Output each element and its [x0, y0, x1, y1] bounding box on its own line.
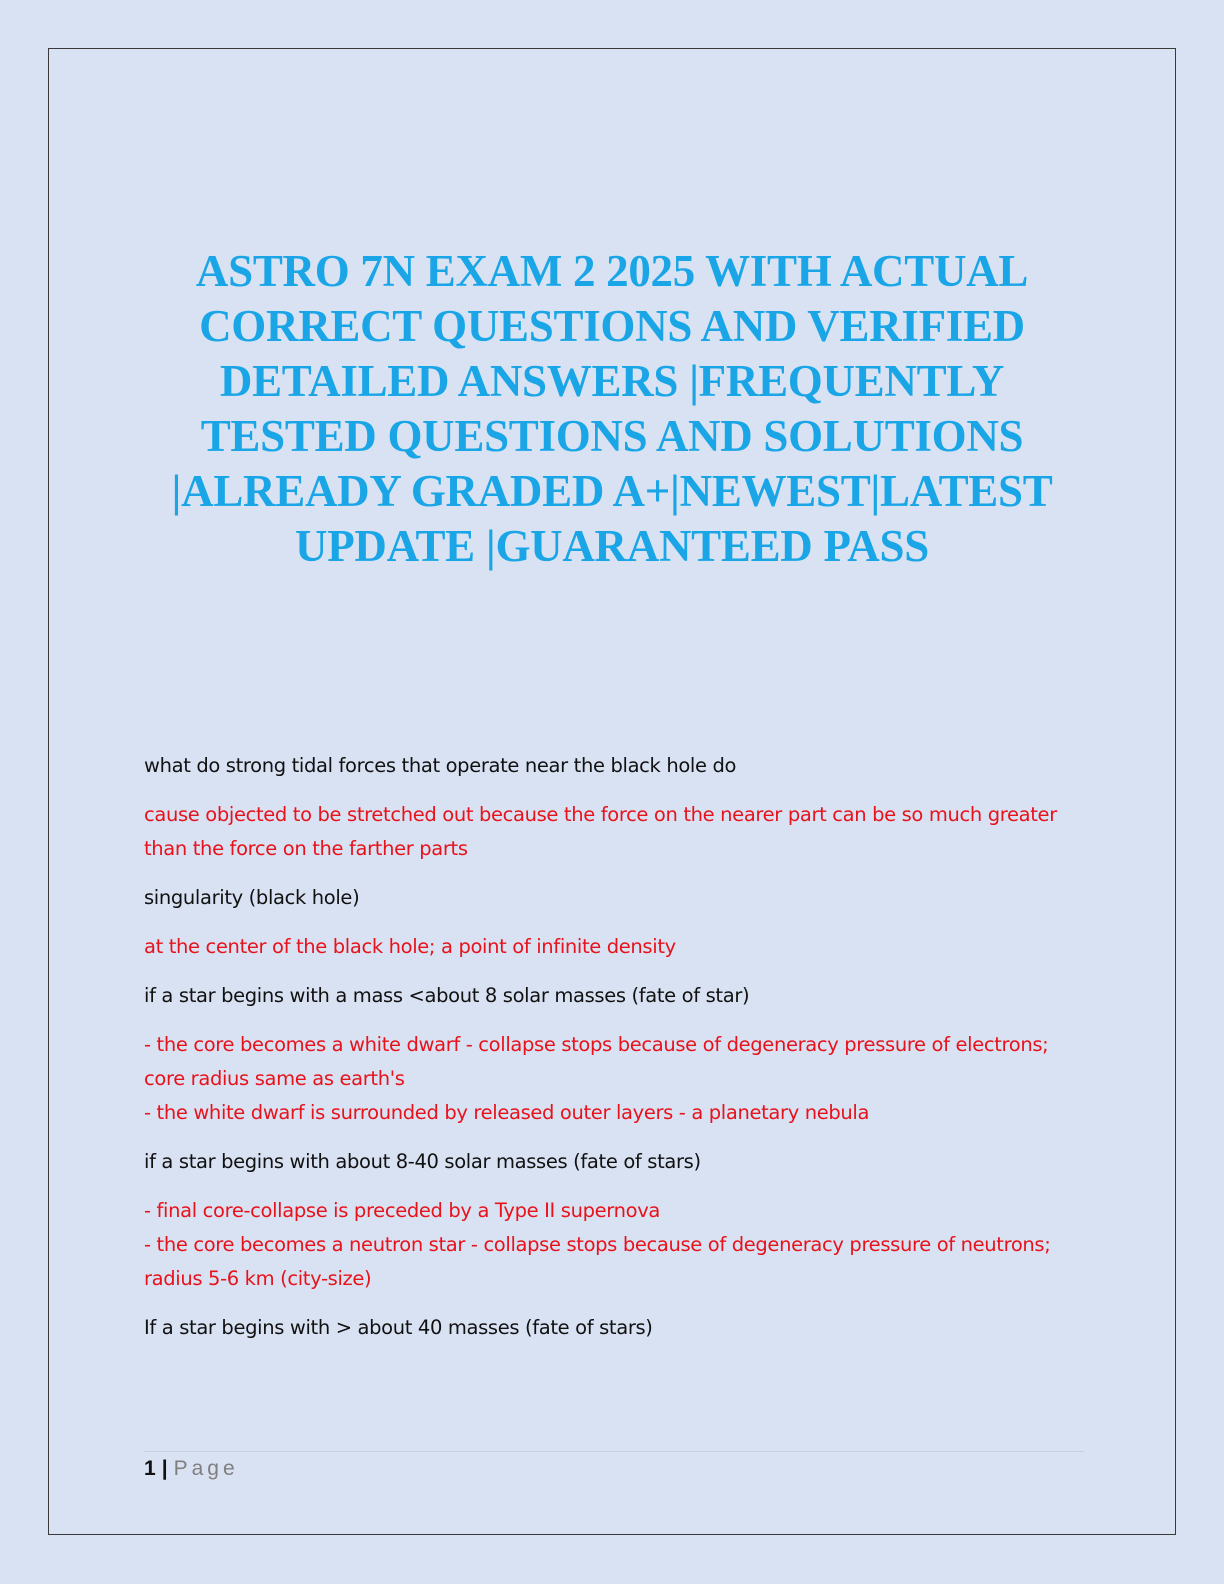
answer-line: - the core becomes a white dwarf - collapse stops because of degeneracy pressure of electrons; core radius same as earth's: [144, 1033, 1049, 1090]
document-title: ASTRO 7N EXAM 2 2025 WITH ACTUAL CORRECT QUESTIONS AND VERIFIED DETAILED ANSWERS |FREQUENTLY TESTED QUESTIONS AND SOLUTIONS |ALREADY GRADED A+|NEWEST|LATEST UPDATE |GUARANTEED PASS: [171, 246, 1053, 571]
answer-line: - the core becomes a neutron star - collapse stops because of degeneracy pressure of neutrons; radius 5-6 km (city-size): [144, 1233, 1051, 1290]
page-number: 1: [144, 1457, 156, 1480]
answer-3: [144, 1028, 1084, 1130]
question-3: if a star begins with a mass <about 8 solar masses (fate of star): [144, 984, 750, 1007]
answer-4: [144, 1194, 1084, 1296]
question-2: singularity (black hole): [144, 886, 360, 909]
answer-line: cause objected to be stretched out because the force on the nearer part can be so much greater than the force on the farther parts: [144, 803, 1057, 860]
footer-divider: [144, 1451, 1084, 1452]
question-5: If a star begins with > about 40 masses (fate of stars): [144, 1316, 653, 1339]
qa-list: [144, 749, 1084, 1360]
answer-1: [144, 798, 1084, 866]
answer-line: - final core-collapse is preceded by a Type II supernova: [144, 1199, 660, 1222]
question-4: if a star begins with about 8-40 solar masses (fate of stars): [144, 1150, 701, 1173]
page-footer: [144, 1454, 239, 1484]
page-label: Page: [173, 1457, 239, 1480]
answer-2: [144, 930, 1084, 964]
question-1: what do strong tidal forces that operate near the black hole do: [144, 754, 737, 777]
footer-separator: |: [161, 1457, 168, 1480]
answer-line: - the white dwarf is surrounded by released outer layers - a planetary nebula: [144, 1101, 870, 1124]
answer-line: at the center of the black hole; a point of infinite density: [144, 935, 676, 958]
